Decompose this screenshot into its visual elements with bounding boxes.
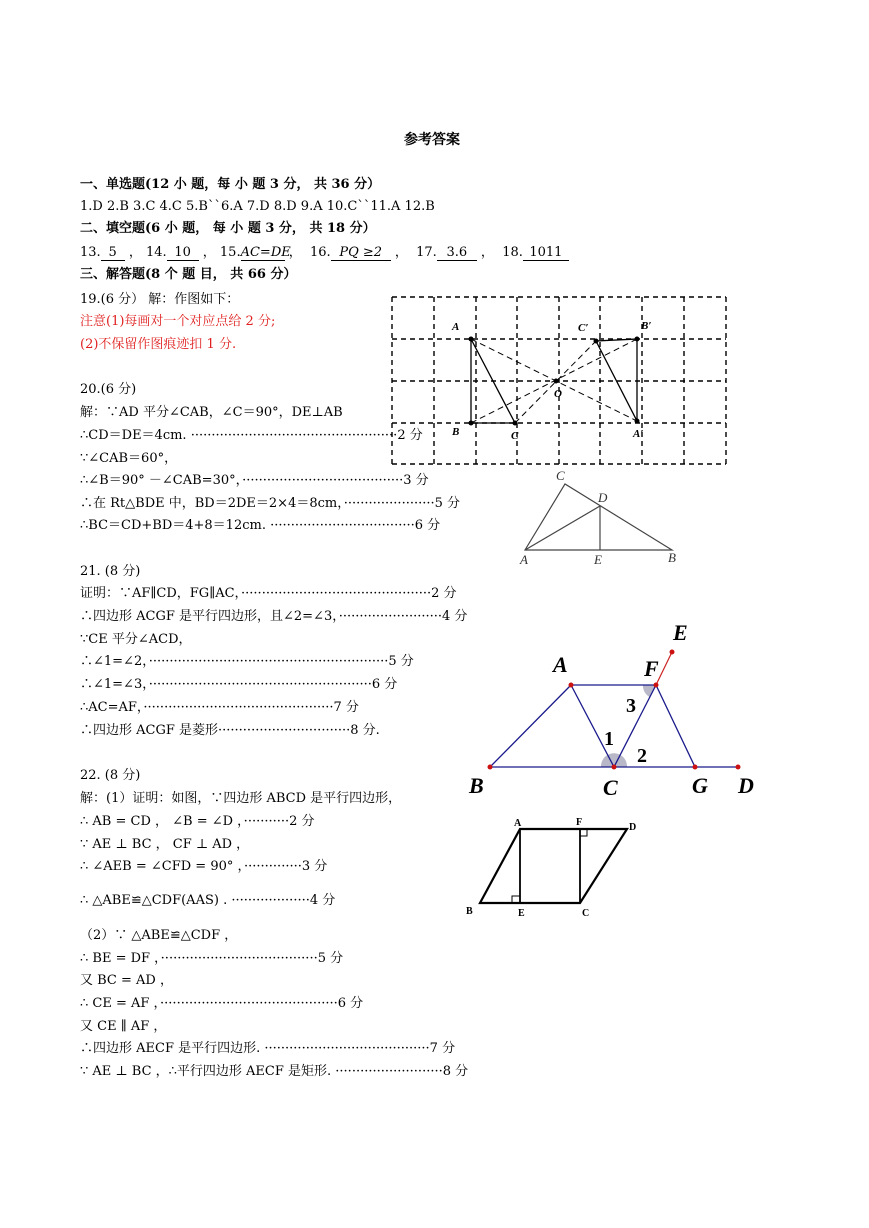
q20-label-d: D <box>598 490 608 505</box>
q22-line-3: ∵ AE ⊥ BC ， CF ⊥ AD ， <box>80 837 250 852</box>
q20-labels <box>519 468 676 567</box>
q20-line-3: ∵∠CAB＝60°， <box>80 451 178 466</box>
q22-label-f: F <box>576 817 583 828</box>
q22-line-1: 解：(1）证明：如图，∵四边形 ABCD 是平行四边形， <box>80 791 402 806</box>
q22-line-12: ∵ AE ⊥ BC ，∴平行四边形 AECF 是矩形. ··························8 分 <box>80 1064 469 1079</box>
q20-head: 20.(6 分) <box>80 382 137 397</box>
q19-line: 19.(6 分） 解：作图如下： <box>80 292 240 307</box>
q22-line-10: 又 CE ∥ AF ， <box>80 1019 167 1034</box>
q19-label-b: B <box>452 426 460 438</box>
page-title: 参考答案 <box>404 132 460 148</box>
q22-head: 22. (8 分) <box>80 768 141 783</box>
q20-line-2: ∴CD＝DE＝4cm. ··················································2 分 <box>80 428 423 443</box>
q21-angle-3: 3 <box>626 695 636 717</box>
q20-label-c: C <box>556 468 565 483</box>
section-3-heading: 三、解答题(8 个 题 目， 共 66 分） <box>80 267 297 282</box>
q22-line-4: ∴ ∠AEB = ∠CFD = 90° ，··············3 分 <box>80 859 328 874</box>
q20-label-b: B <box>668 550 676 565</box>
q21-angle-2: 2 <box>637 745 647 767</box>
item-14-answer: 10 <box>167 246 199 261</box>
q21-angle-1: 1 <box>604 728 614 750</box>
q19-label-a: A <box>452 321 460 333</box>
q22-line-5: ∴ △ABE≌△CDF(AAS) . ···················4 分 <box>80 893 336 908</box>
section-1-heading: 一、单选题(12 小 题，每 小 题 3 分， 共 36 分） <box>80 177 381 192</box>
q20-line-5: ∴在 Rt△BDE 中，BD＝2DE＝2×4＝8cm，······················5 分 <box>80 496 461 511</box>
item-17-num: 17. <box>416 245 437 260</box>
q20-line-1: 解：∵AD 平分∠CAB，∠C＝90°，DE⊥AB <box>80 405 343 420</box>
q22-line-2: ∴ AB = CD ， ∠B = ∠D ，···········2 分 <box>80 814 315 829</box>
item-14-num: 14. <box>145 245 167 260</box>
item-15-answer: AC=DE <box>240 245 291 260</box>
q21-line-2: ∴四边形 ACGF 是平行四边形，且∠2=∠3，·························4 分 <box>80 609 468 624</box>
q22-line-6: （2）∵ △ABE≌△CDF ， <box>80 928 238 943</box>
q22-label-e: E <box>518 908 525 919</box>
item-13-answer: 5 <box>101 246 125 261</box>
q22-label-c: C <box>582 908 590 919</box>
q19-label-c: C <box>511 430 519 442</box>
q21-line-6: ∴AC=AF，··············································7 分 <box>80 700 359 715</box>
q21-line-1: 证明：∵AF∥CD，FG∥AC，··············································2 分 <box>80 586 457 601</box>
q22-label-b: B <box>466 906 473 917</box>
q21-line-5: ∴∠1=∠3，······················································6 分 <box>80 677 398 692</box>
q21-label-g: G <box>692 773 708 798</box>
q21-label-c: C <box>603 775 618 800</box>
q21-label-f: F <box>644 656 659 681</box>
q21-label-d: D <box>738 773 754 798</box>
q21-line-3: ∵CE 平分∠ACD， <box>80 632 192 647</box>
q21-line-7: ∴四边形 ACGF 是菱形································8 分. <box>80 723 380 738</box>
q19-grid-figure <box>392 297 726 464</box>
q21-label-a: A <box>553 652 568 677</box>
q21-line-4: ∴∠1=∠2，··························································5 分 <box>80 654 414 669</box>
q21-rhombus-figure <box>488 650 741 770</box>
q22-line-7: ∴ BE = DF ，······································5 分 <box>80 951 344 966</box>
item-16-answer: PQ ≥2 <box>331 246 391 261</box>
item-13-num: 13. <box>80 245 101 260</box>
item-16-num: 16. <box>310 245 331 260</box>
q21-label-e: E <box>673 620 688 645</box>
fill-blank-answers: 13. 5 ， 14. 10 ， 15.AC=DE ， 16. PQ ≥2 ， 17. 3.6 ， 18. 1011 <box>80 245 569 261</box>
item-18-answer: 1011 <box>523 246 569 261</box>
q19-label-cp: C′ <box>578 322 589 334</box>
q21-head: 21. (8 分) <box>80 564 141 579</box>
q21-labels <box>468 620 754 800</box>
q19-label-bp: B′ <box>641 320 652 332</box>
q19-note-1: 注意(1)每画对一个对应点给 2 分; <box>80 314 276 329</box>
item-18-num: 18. <box>502 245 523 260</box>
q22-line-11: ∴四边形 AECF 是平行四边形. ········································7 分 <box>80 1041 456 1056</box>
q19-label-ap: A′ <box>633 428 644 440</box>
section-2-heading: 二、填空题(6 小 题， 每 小 题 3 分， 共 18 分） <box>80 221 376 236</box>
q22-label-d: D <box>629 822 637 833</box>
q19-label-o: O <box>554 388 562 400</box>
item-17-answer: 3.6 <box>437 246 477 261</box>
q20-line-6: ∴BC＝CD+BD＝4+8＝12cm. ···································6 分 <box>80 518 441 533</box>
section-1-answers: 1.D 2.B 3.C 4.C 5.B``6.A 7.D 8.D 9.A 10.C``11.A 12.B <box>80 199 435 214</box>
q22-parallelogram-figure <box>480 829 627 903</box>
q22-label-a: A <box>514 818 522 829</box>
q19-note-2: (2)不保留作图痕迹扣 1 分. <box>80 337 237 352</box>
q21-label-b: B <box>469 773 484 798</box>
q22-line-9: ∴ CE = AF ，···········································6 分 <box>80 996 364 1011</box>
q20-label-e: E <box>594 552 602 567</box>
item-15-num: 15. <box>219 245 241 260</box>
q20-line-4: ∴∠B＝90° －∠CAB=30°，·······································3 分 <box>80 473 429 488</box>
q22-line-8: 又 BC = AD ， <box>80 973 173 988</box>
q20-label-a: A <box>520 552 528 567</box>
